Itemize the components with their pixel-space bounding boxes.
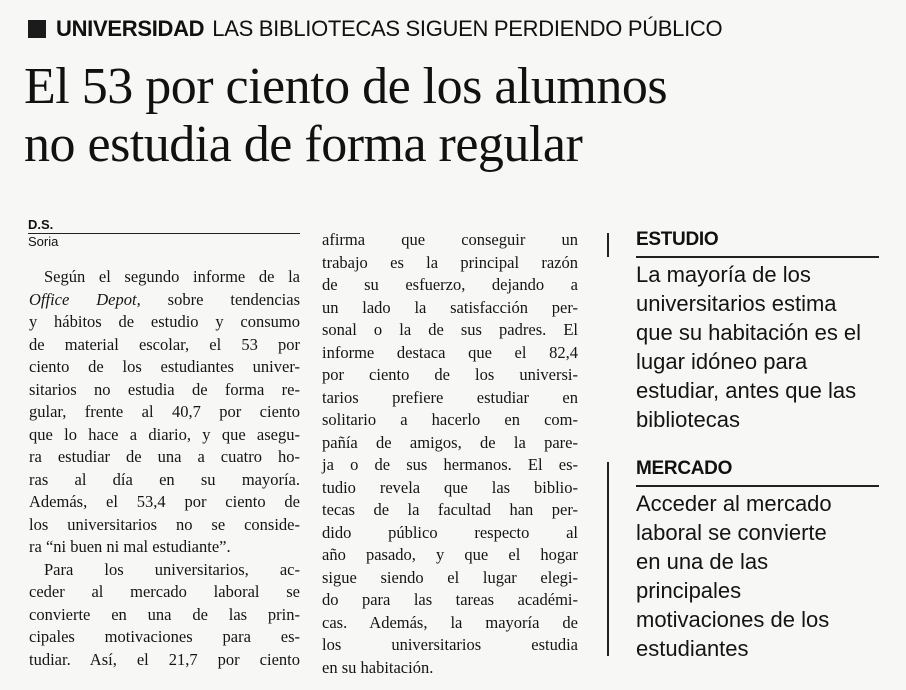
sidebar-box-mercado (607, 458, 877, 678)
article-line: que lo hace a diario, y que asegu- (29, 424, 300, 444)
article-line: año pasado, y que el hogar (322, 545, 578, 564)
sidebar-rule (636, 485, 879, 487)
sidebar-text (636, 260, 881, 434)
article-line: por ciento de los universi- (322, 365, 578, 384)
article-line: pañía de amigos, de la pare- (322, 432, 578, 452)
sidebar-line: La mayoría de los (636, 262, 811, 287)
article-line: los universitarios no se conside- (29, 514, 300, 534)
section-square-icon (28, 20, 46, 38)
article-line: ciento de los estudiantes univer- (29, 357, 300, 376)
section-name: UNIVERSIDAD (56, 16, 205, 41)
section-subtitle: LAS BIBLIOTECAS SIGUEN PERDIENDO PÚBLICO (212, 16, 723, 41)
article-line: tarios prefiere estudiar en (322, 387, 578, 407)
sidebar-line: estudiantes (636, 636, 749, 661)
article-line: informe destaca que el 82,4 (322, 342, 578, 362)
sidebar-column-rule (607, 480, 609, 656)
article-line: Office Depot, sobre tendencias (29, 289, 300, 309)
byline (28, 218, 300, 250)
article-line: gular, frente al 40,7 por ciento (29, 402, 300, 421)
article-line: de material escolar, el 53 por (29, 334, 300, 354)
sidebar-label: MERCADO (636, 458, 733, 479)
article-line: en su habitación. (322, 657, 434, 677)
headline (24, 58, 894, 174)
sidebar-line: que su habitación es el (636, 320, 862, 345)
sidebar-line: lugar idóneo para (636, 349, 808, 374)
article-line: ras al día en su mayoría. (29, 469, 300, 489)
article-line: solitario a hacerlo en com- (322, 410, 578, 429)
article-line: trabajo es la principal razón (322, 252, 578, 272)
sidebar-label: ESTUDIO (636, 229, 719, 250)
article-line: sonal o la de sus padres. El (322, 320, 578, 339)
article-line: do para las tareas académi- (322, 590, 578, 609)
byline-place: Soria (28, 234, 59, 249)
article-line: ceder al mercado laboral se (29, 582, 300, 601)
headline-line: El 53 por ciento de los alumnos (24, 58, 668, 115)
article-line: tecas de la facultad han per- (322, 500, 578, 519)
sidebar-divider (607, 233, 609, 257)
sidebar-line: laboral se convierte (636, 520, 827, 545)
article-line: Además, el 53,4 por ciento de (29, 492, 300, 511)
section-kicker (28, 16, 722, 42)
article-line: cas. Además, la mayoría de (322, 612, 578, 632)
sidebar-line: principales (636, 578, 742, 603)
sidebar-line: universitarios estima (636, 291, 837, 316)
article-line: Según el segundo informe de la (44, 267, 300, 286)
article-line: y hábitos de estudio y consumo (29, 312, 300, 331)
article-line: ra “ni buen ni mal estudiante”. (29, 537, 231, 556)
sidebar-line: bibliotecas (636, 407, 740, 432)
article-line: sigue siendo el lugar elegi- (322, 567, 578, 587)
article-line: Para los universitarios, ac- (44, 559, 300, 579)
article-line: afirma que conseguir un (322, 230, 578, 249)
headline-line: no estudia de forma regular (24, 116, 583, 173)
article-line: un lado la satisfacción per- (322, 297, 578, 317)
sidebar-line: estudiar, antes que las (636, 378, 857, 403)
sidebar-line: Acceder al mercado (636, 491, 832, 516)
article-line: dido público respecto al (322, 522, 578, 542)
article-line: tudio revela que las biblio- (322, 477, 578, 497)
sidebar-rule (636, 256, 879, 258)
article-line: convierte en una de las prin- (29, 604, 300, 624)
article-line: ja o de sus hermanos. El es- (322, 455, 578, 474)
sidebar-text (636, 489, 881, 663)
sidebar-line: motivaciones de los (636, 607, 830, 632)
byline-author: D.S. (28, 217, 54, 232)
article-line: de su esfuerzo, dejando a (322, 275, 578, 294)
article-line: cipales motivaciones para es- (29, 627, 300, 646)
article-line: los universitarios estudia (322, 635, 578, 654)
article-line: tudiar. Así, el 21,7 por ciento (29, 649, 300, 669)
sidebar-box-estudio (607, 229, 877, 459)
article-line: sitarios no estudia de forma re- (29, 379, 300, 399)
article-column-2 (322, 229, 578, 679)
article-column-1 (29, 266, 300, 671)
article-line: ra estudiar de una a cuatro ho- (29, 447, 300, 466)
sidebar-line: en una de las (636, 549, 769, 574)
